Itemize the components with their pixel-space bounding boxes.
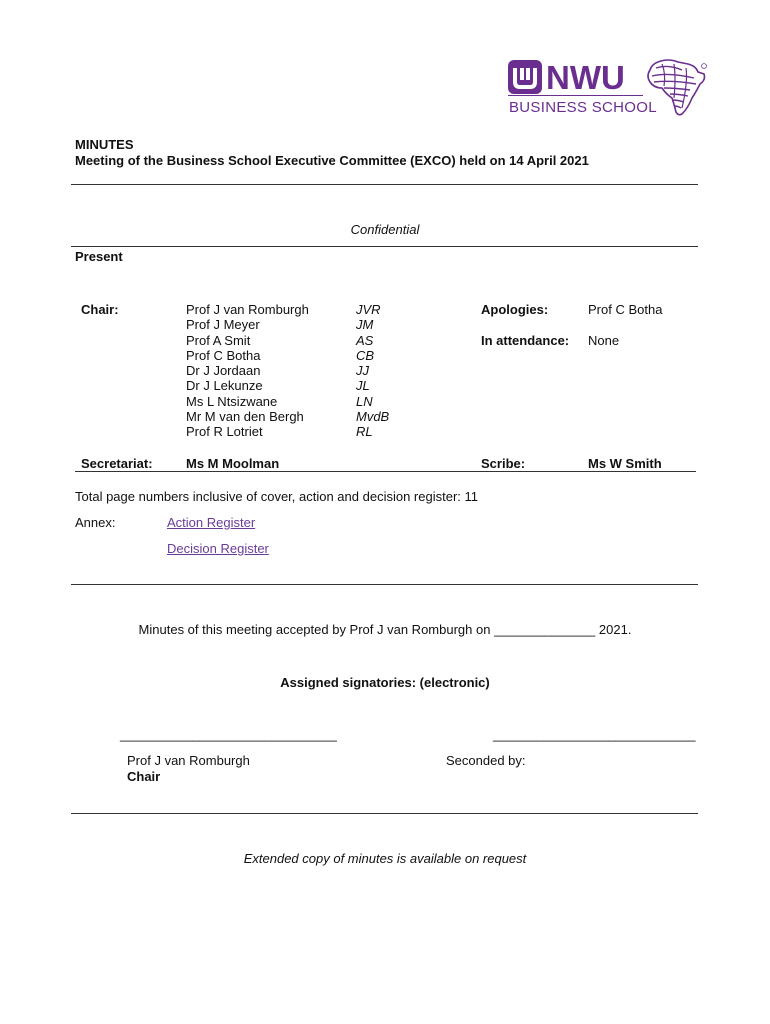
divider [71,246,698,247]
logo-underline [508,95,643,96]
member-initials-cell: AS [356,332,374,348]
member-initials-cell: JL [356,378,370,394]
divider [71,184,698,185]
signatory-name: Prof J van Romburgh [127,753,250,768]
member-name: Prof C Botha [186,347,261,363]
member-initials-cell: CB [356,347,375,363]
logo-wordmark: NWU [546,59,625,96]
acceptance-text: Minutes of this meeting accepted by Prof J van Romburgh on ______________ 2021. [138,622,632,637]
member-initials-cell: JVR [356,302,381,317]
member-name: Prof R Lotriet [186,424,263,440]
logo-subtitle: BUSINESS SCHOOL [509,99,657,116]
chair-label: Chair: [81,302,119,317]
member-initials-cell: MvdB [356,409,390,425]
member-names [186,302,309,440]
divider [71,813,698,814]
apologies-label: Apologies: [481,302,549,317]
scribe-value: Ms W Smith [588,456,662,471]
secretariat-value: Ms M Moolman [186,456,280,471]
decision-register-link[interactable]: Decision Register [167,541,269,556]
scribe-label: Scribe: [481,456,526,471]
signatories-heading: Assigned signatories: (electronic) [280,675,490,690]
present-heading: Present [75,249,123,264]
nwu-emblem-icon [508,60,542,94]
annex-label: Annex: [75,515,116,530]
minutes-label: MINUTES [75,137,134,152]
member-name: Dr J Lekunze [186,378,263,394]
attendance-value: None [588,333,620,348]
divider [75,471,696,472]
secretariat-label: Secretariat: [81,456,153,471]
member-name: Mr M van den Bergh [186,409,304,425]
action-register-link[interactable]: Action Register [167,515,256,530]
confidential-label: Confidential [350,222,420,237]
apologies-value: Prof C Botha [588,302,663,317]
attendance-label: In attendance: [481,333,570,348]
member-name: Prof J van Romburgh [186,302,309,317]
page-count-text: Total page numbers inclusive of cover, action and decision register: 11 [75,489,478,504]
member-name: Prof J Meyer [186,317,260,333]
meeting-title: Meeting of the Business School Executive Committee (EXCO) held on 14 April 2021 [75,153,589,168]
member-name: Prof A Smit [186,332,251,348]
signature-line-right: ____________________________ [493,727,696,742]
footer-note: Extended copy of minutes is available on request [243,851,527,866]
africa-map-icon [644,58,708,118]
divider [71,584,698,585]
member-initials-cell: JJ [356,363,369,379]
member-initials-cell: RL [356,424,373,440]
nwu-business-school-logo [508,58,708,120]
member-name: Ms L Ntsizwane [186,393,278,409]
member-name: Dr J Jordaan [186,363,261,379]
member-initials-cell: LN [356,393,373,409]
member-initials [356,302,389,440]
signature-line-left: ______________________________ [120,727,337,742]
signatory-role: Chair [127,769,161,784]
seconded-by-label: Seconded by: [446,753,526,768]
member-initials-cell: JM [356,317,374,333]
